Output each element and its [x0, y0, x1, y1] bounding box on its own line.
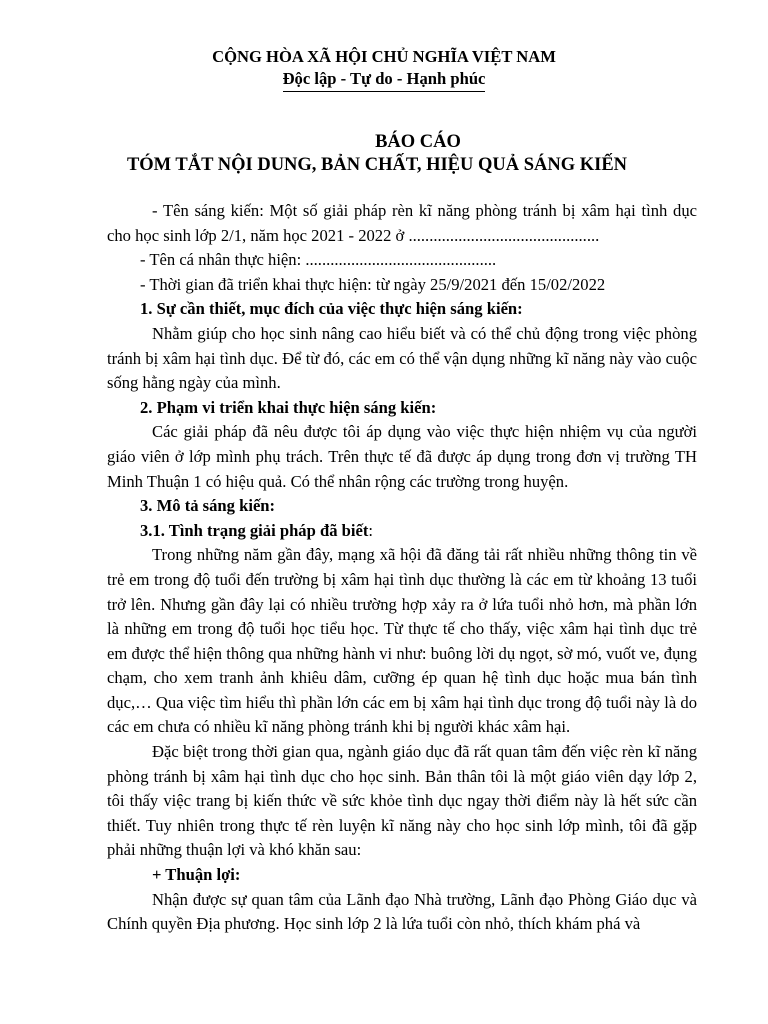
implementer-name: - Tên cá nhân thực hiện: .............................................. [140, 250, 497, 270]
section-3-1-paragraph-1: Trong những năm gần đây, mạng xã hội đã đăng tải rất nhiều những thông tin về trẻ em trong độ tuổi đến trường bị xâm hại tình dục thường là các em từ khoảng 13 tuổi trở lên. Nhưng gần đây lại có nhiều trường hợp xảy ra ở lứa tuổi nhỏ hơn, mà phần lớn là những em trong độ tuổi học tiểu học. Từ thực tế cho thấy, việc xâm hại tình dục trẻ em được thể hiện thông qua những hành vi như: buông lời dụ ngọt, sờ mó, vuốt ve, đụng chạm, cho xem tranh ảnh khiêu dâm, cưỡng ép quan hệ tình dục hoặc mua bán tình dục,… Qua việc tìm hiểu thì phần lớn các em bị xâm hại tình dục trong độ tuổi này là do các em chưa có nhiều kĩ năng phòng tránh khi bị người khác xâm hại. [107, 545, 697, 737]
section-3-1-colon: : [368, 520, 374, 540]
report-title-line1: BÁO CÁO [375, 132, 461, 152]
document-body [107, 199, 697, 937]
initiative-name: - Tên sáng kiến: Một số giải pháp rèn kĩ năng phòng tránh bị xâm hại tình dục cho học sinh lớp 2/1, năm học 2021 - 2022 ở .............................................. [107, 201, 697, 245]
advantages-paragraph: Nhận được sự quan tâm của Lãnh đạo Nhà trường, Lãnh đạo Phòng Giáo dục và Chính quyền Địa phương. Học sinh lớp 2 là lứa tuổi còn nhỏ, thích khám phá và [107, 889, 697, 934]
implementation-period: - Thời gian đã triển khai thực hiện: từ ngày 25/9/2021 đến 15/02/2022 [140, 274, 606, 294]
report-title [0, 131, 768, 177]
section-2-heading: 2. Phạm vi triển khai thực hiện sáng kiến: [140, 397, 437, 417]
country-name: CỘNG HÒA XÃ HỘI CHỦ NGHĨA VIỆT NAM [212, 47, 556, 66]
section-3-1-heading [107, 519, 697, 544]
section-3-1-title: 3.1. Tình trạng giải pháp đã biết [140, 520, 369, 540]
national-motto: Độc lập - Tự do - Hạnh phúc [283, 68, 486, 92]
advantages-heading: + Thuận lợi: [152, 865, 241, 885]
section-3-1-paragraph-2: Đặc biệt trong thời gian qua, ngành giáo dục đã rất quan tâm đến việc rèn kĩ năng phòng tránh bị xâm hại tình dục cho học sinh. Bản thân tôi là một giáo viên dạy lớp 2, tôi thấy việc trang bị kiến thức về sức khỏe tình dục ngay thời điểm này là hết sức cần thiết. Tuy nhiên trong thực tế rèn luyện kĩ năng này cho học sinh lớp mình, tôi đã gặp phải những thuận lợi và khó khăn sau: [107, 742, 697, 860]
section-1-heading: 1. Sự cần thiết, mục đích của việc thực hiện sáng kiến: [140, 299, 523, 319]
national-header [0, 46, 768, 92]
section-2-paragraph: Các giải pháp đã nêu được tôi áp dụng vào việc thực hiện nhiệm vụ của người giáo viên ở lớp mình phụ trách. Trên thực tế đã được áp dụng trong đơn vị trường TH Minh Thuận 1 có hiệu quả. Có thể nhân rộng các trường trong huyện. [107, 422, 697, 491]
section-3-heading: 3. Mô tả sáng kiến: [140, 496, 276, 516]
section-1-paragraph: Nhằm giúp cho học sinh nâng cao hiểu biết và có thể chủ động trong việc phòng tránh bị xâm hại tình dục. Để từ đó, các em có thể vận dụng những kĩ năng này vào cuộc sống hằng ngày của mình. [107, 323, 697, 393]
report-title-line2: TÓM TẮT NỘI DUNG, BẢN CHẤT, HIỆU QUẢ SÁNG KIẾN [126, 155, 628, 175]
